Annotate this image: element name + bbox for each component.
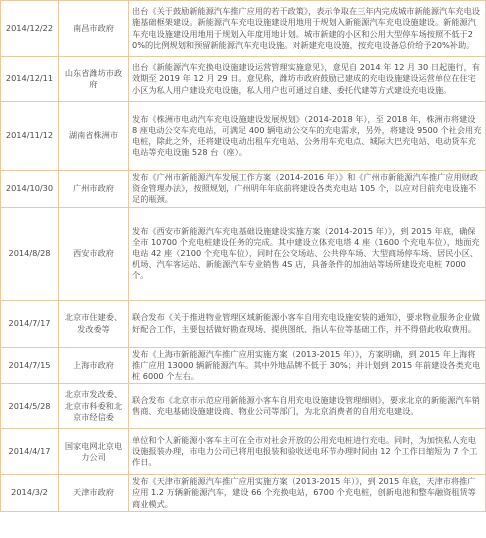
table-row: [1, 347, 486, 384]
agency-cell: 南昌市政府: [59, 1, 129, 57]
content-cell: 联合发布《关于推进物业管理区域新能源小客车自用充电设施安装的通知》，要求物业服务企业做好配合工作，主要包括做好勘查现场、提供图纸、指认车位等基础工作，并不得借此收取费用。: [129, 300, 486, 347]
date-cell: 2014/10/30: [1, 171, 59, 208]
content-cell: 出台《关于鼓励新能源汽车推广应用的若干政策》，表示争取在三年内完成城市新能源汽车充电设施基础框架建设。新能源汽车充电设施建设用地用于规划入新能源汽车充电设施建设。新能源汽车充电设施建设用地用于规划入年度用地计划。城市新建的小区和公用大型停车场按照不低于20%的比例规划和预留新能源汽车充电设施。对新建充电设施，按充电设备总价给予20%补助。: [129, 1, 486, 57]
agency-cell: 天津市政府: [59, 475, 129, 512]
date-cell: 2014/7/15: [1, 347, 59, 384]
date-cell: 2014/5/28: [1, 384, 59, 429]
table-row: [1, 57, 486, 102]
table-row: [1, 429, 486, 475]
content-cell: 出台《新能源汽车充换电设施建设运营管理实施意见》，意见自 2014 年 12 月 30 日起施行，有效期至 2019 年 12 月 29 日。意见称，潍坊市政府鼓励已建成的充电设施建设运营单位在住宅小区为私人用户建设充电设施，私人用户也可通过自建、委托代建等方式建设充电设施。: [129, 57, 486, 102]
table-row: [1, 475, 486, 512]
content-cell: 发布《广州市新能源汽车发展工作方案（2014-2016 年）》和《广州市新能源汽车推广应用财政资金管理办法》，按照规划，广州明年年底前将建设各类充电站 105 个，以应对目前充电设施不足的瓶颈。: [129, 171, 486, 208]
date-cell: 2014/8/28: [1, 207, 59, 300]
content-cell: 发布《上海市新能源汽车推广应用实施方案（2013-2015 年）》，方案明确，到 2015 年上海将推广应用 13000 辆新能源汽车。其中外地品牌不低于 30%；并计划到 2015 年前建设各类充电桩 6000 个左右。: [129, 347, 486, 384]
content-cell: 发布《天津市新能源汽车推广应用实施方案（2013-2015 年）》，到 2015 年底，天津市将推广应用 1.2 万辆新能源汽车，建设 66 个充换电站，6700 个充电桩，创新电池和整车融资租赁等商业模式。: [129, 475, 486, 512]
table-row: [1, 1, 486, 57]
agency-cell: 湖南省株洲市: [59, 102, 129, 171]
agency-cell: 广州市政府: [59, 171, 129, 208]
table-row: [1, 300, 486, 347]
agency-cell: 北京市住建委、发改委等: [59, 300, 129, 347]
agency-cell: 上海市政府: [59, 347, 129, 384]
content-cell: 单位和个人新能源小客车主可在全市对社会开放的公用充电桩进行充电。同时，为加快私人充电设施报装办理，市电力公司已将用电报装和验收送电环节办理时间由 12 个工作日缩短为 7 个工作日。: [129, 429, 486, 475]
date-cell: 2014/11/12: [1, 102, 59, 171]
agency-cell: 国家电网北京电力公司: [59, 429, 129, 475]
content-cell: 发布《西安市新能源汽车充电基础设施建设实施方案（2014-2015 年）》，到 2015 年底，确保全市 10700 个充电桩建设任务的完成。其中建设立体充电塔 4 座（1600 个充电车位），地面充电站 42 座（2100 个充电车位），同时在公交场站、公共停车场、大型商场停车场、居民小区、机场、汽车客运站、新能源汽车专业销售 4S 店，具备条件的加油站等场所建设充电桩 7000 个。: [129, 207, 486, 300]
table-row: [1, 171, 486, 208]
date-cell: 2014/7/17: [1, 300, 59, 347]
table-row: [1, 207, 486, 300]
content-cell: 发布《株洲市电动汽车充电设施建设发展规划》（2014-2018 年），至 2018 年，株洲市将建设 8 座电动公交车充电站，可满足 400 辆电动公交车的充电需求，另外，将建设 9500 个社会用充电桩，除此之外，还将建设电动出租车充电站、公务用车充电点、城际大巴充电站、电动货车充电站等充电设施 528 台（座）。: [129, 102, 486, 171]
content-cell: 联合发布《北京市示范应用新能源小客车自用充电设施建设管理细则》，要求北京的新能源汽车销售商、充电基础设施建设商、物业公司等部门，为北京消费者的自用充电建设。: [129, 384, 486, 429]
table-row: [1, 102, 486, 171]
table-row: [1, 384, 486, 429]
date-cell: 2014/12/11: [1, 57, 59, 102]
date-cell: 2014/12/22: [1, 1, 59, 57]
agency-cell: 山东省潍坊市政府: [59, 57, 129, 102]
date-cell: 2014/4/17: [1, 429, 59, 475]
agency-cell: 西安市政府: [59, 207, 129, 300]
agency-cell: 北京市发改委、北京市科委和北京市经信委: [59, 384, 129, 429]
date-cell: 2014/3/2: [1, 475, 59, 512]
